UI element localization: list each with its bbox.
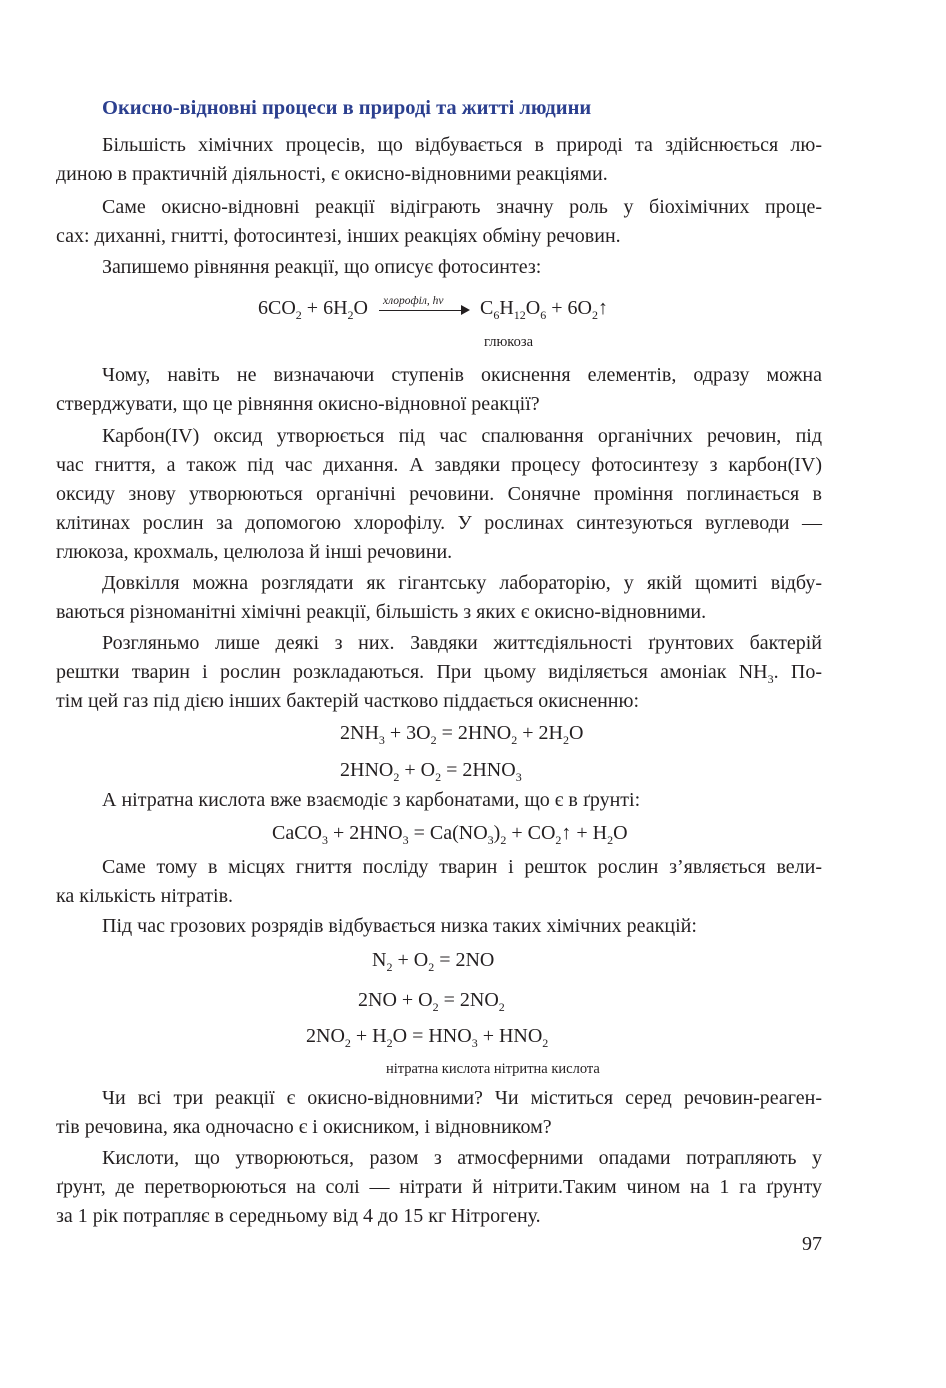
- eq-sub: 2: [347, 308, 354, 322]
- eq-sub: 6: [540, 308, 547, 322]
- paragraph-2: [56, 193, 822, 251]
- text-run: . По-: [773, 661, 822, 683]
- eq-sub: 2: [607, 833, 614, 847]
- nitrous-acid-oxidation-equation: [340, 758, 522, 782]
- text-line: тім цей газ під дією інших бактерій частково піддається окисненню:: [56, 690, 640, 712]
- eq-sub: 2: [386, 960, 393, 974]
- paragraph-10: [56, 912, 822, 941]
- text-line: Кислоти, що утворюються, разом з атмосферними опадами потрапляють у: [102, 1147, 822, 1169]
- eq-sub: 3: [378, 733, 385, 747]
- paragraph-12: [56, 1144, 822, 1231]
- text-line: стверджувати, що це рівняння окисно-відновної реакції?: [56, 393, 540, 415]
- eq-sub: 3: [471, 1036, 478, 1050]
- eq-sub: 2: [344, 1036, 351, 1050]
- glucose-label: глюкоза: [484, 334, 534, 350]
- eq-text: N: [372, 949, 387, 971]
- eq-text: + O: [392, 949, 429, 971]
- eq-text: O: [613, 822, 628, 844]
- text-line: Карбон(IV) оксид утворюється під час спалювання органічних речовин, під: [102, 425, 822, 447]
- eq-text: O: [525, 297, 541, 319]
- text-line: сах: диханні, гнитті, фотосинтезі, інших реакціях обміну речовин.: [56, 225, 621, 247]
- eq-text: ↑: [597, 297, 608, 319]
- eq-sub: 2: [393, 770, 400, 784]
- eq-text: + 2H: [517, 722, 563, 744]
- eq-sub: 2: [295, 308, 302, 322]
- eq-text: 2NH: [340, 722, 379, 744]
- text-line: Саме окисно-відновні реакції відіграють значну роль у біохімічних проце-: [102, 196, 822, 218]
- arrow-line: [379, 310, 463, 311]
- eq-sub: 12: [513, 308, 526, 322]
- paragraph-6: [56, 569, 822, 627]
- eq-sub: 2: [555, 833, 562, 847]
- text-line: Довкілля можна розглядати як гігантську лабораторію, у якій щомиті відбу-: [102, 572, 822, 594]
- eq-sub: 2: [430, 733, 437, 747]
- text-line: оксиду знову утворюються органічні речовини. Сонячне проміння поглинається в: [56, 483, 822, 505]
- text-line: ваються різноманітні хімічні реакції, більшість з яких є окисно-відновними.: [56, 601, 707, 623]
- eq-sub: 2: [591, 308, 598, 322]
- reaction-arrow: [379, 295, 469, 319]
- eq-text: + 2HNO: [328, 822, 403, 844]
- eq-text: CaCO: [272, 822, 322, 844]
- arrow-condition: хлорофіл, hv: [382, 295, 444, 308]
- eq-text: O = HNO: [392, 1025, 472, 1047]
- text-line: Більшість хімічних процесів, що відбувається в природі та здійснюється лю-: [102, 134, 822, 156]
- eq-text: 2NO: [306, 1025, 345, 1047]
- eq-text: C: [479, 297, 494, 319]
- eq-text: + O: [399, 759, 436, 781]
- paragraph-11: [56, 1084, 822, 1142]
- nitrogen-oxidation-equation: [372, 948, 494, 972]
- eq-text: ↑ + H: [561, 822, 608, 844]
- eq-text: + 3O: [384, 722, 431, 744]
- text-line: Розгляньмо лише деякі з них. Завдяки життєдіяльності ґрунтових бактерій: [102, 632, 822, 654]
- eq-text: 6CO: [258, 297, 296, 319]
- text-line: ка кількість нітратів.: [56, 885, 234, 907]
- arrow-head-icon: [461, 305, 470, 315]
- paragraph-4: [56, 361, 822, 419]
- text-line: А нітратна кислота вже взаємодіє з карбонатами, що є в ґрунті:: [102, 789, 641, 811]
- text-sub: 3: [767, 672, 774, 686]
- paragraph-7: [56, 629, 822, 716]
- nitric-oxide-oxidation-equation: [358, 988, 505, 1012]
- text-line: Запишемо рівняння реакції, що описує фотосинтез:: [102, 256, 542, 278]
- paragraph-3: [56, 253, 822, 282]
- text-line: Під час грозових розрядів відбувається низка таких хімічних реакцій:: [102, 915, 697, 937]
- paragraph-8: [56, 786, 822, 815]
- text-line: клітинах рослин за допомогою хлорофілу. У рослинах синтезуються вуглеводи —: [56, 512, 822, 534]
- text-line: [56, 658, 822, 687]
- section-heading: Окисно-відновні процеси в природі та житті людини: [102, 97, 592, 119]
- eq-sub: 2: [562, 733, 569, 747]
- eq-text: ): [493, 822, 501, 844]
- text-line: час гниття, а також під час дихання. А завдяки процесу фотосинтезу з карбон(IV): [56, 454, 822, 476]
- text-line: Саме тому в місцях гниття посліду тварин і решток рослин з’являється вели-: [102, 856, 822, 878]
- page-number: 97: [802, 1233, 822, 1255]
- nitrogen-dioxide-water-equation: [306, 1024, 548, 1048]
- text-run: рештки тварин і рослин розкладаються. При цьому виділяється амоніак NH: [56, 661, 768, 683]
- eq-sub: 2: [432, 1000, 439, 1014]
- eq-sub: 6: [493, 308, 500, 322]
- eq-sub: 3: [487, 833, 494, 847]
- eq-text: = 2HNO: [436, 722, 512, 744]
- eq-text: = 2NO: [434, 949, 495, 971]
- eq-text: 2HNO: [340, 759, 394, 781]
- text-line: Чи всі три реакції є окисно-відновними? Чи міститься серед речовин-реаген-: [102, 1087, 822, 1109]
- text-line: тів речовина, яка одночасно є і окисником, і відновником?: [56, 1116, 552, 1138]
- eq-text: 2NO + O: [358, 989, 433, 1011]
- eq-text: O: [568, 722, 584, 744]
- text-line: диною в практичній діяльності, є окисно-відновними реакціями.: [56, 163, 608, 185]
- carbonate-equation: [272, 821, 628, 845]
- paragraph-1: [56, 131, 822, 189]
- eq-sub: 3: [322, 833, 328, 847]
- eq-text: O: [353, 297, 368, 319]
- text-line: глюкоза, крохмаль, целюлоза й інші речовини.: [56, 541, 453, 563]
- text-line: Чому, навіть не визначаючи ступенів окиснення елементів, одразу можна: [102, 364, 822, 386]
- paragraph-5: [56, 422, 822, 567]
- eq-text: H: [499, 297, 514, 319]
- text-line: ґрунт, де перетворюються на солі — нітрати й нітрити.Таким чином на 1 га ґрунту: [56, 1176, 822, 1198]
- eq-sub: 2: [498, 1000, 505, 1014]
- text-line: за 1 рік потрапляє в середньому від 4 до 15 кг Нітрогену.: [56, 1205, 541, 1227]
- eq-sub: 2: [435, 770, 442, 784]
- eq-sub: 2: [500, 833, 507, 847]
- eq-text: + 6O: [546, 297, 592, 319]
- eq-text: + 6H: [301, 297, 348, 319]
- eq-sub: 3: [402, 833, 409, 847]
- eq-text: + H: [350, 1025, 387, 1047]
- eq-sub: 2: [511, 733, 518, 747]
- eq-sub: 2: [428, 960, 435, 974]
- eq-sub: 2: [386, 1036, 393, 1050]
- acid-names-label: нітратна кислота нітритна кислота: [386, 1061, 600, 1077]
- paragraph-9: [56, 853, 822, 911]
- eq-text: = 2NO: [438, 989, 499, 1011]
- ammonia-oxidation-equation: [340, 721, 583, 745]
- eq-sub: 2: [542, 1036, 549, 1050]
- eq-text: + HNO: [477, 1025, 543, 1047]
- eq-text: + CO: [506, 822, 556, 844]
- eq-text: = Ca(NO: [408, 822, 488, 844]
- eq-sub: 3: [515, 770, 522, 784]
- eq-text: = 2HNO: [441, 759, 516, 781]
- photosynthesis-equation: [258, 296, 608, 320]
